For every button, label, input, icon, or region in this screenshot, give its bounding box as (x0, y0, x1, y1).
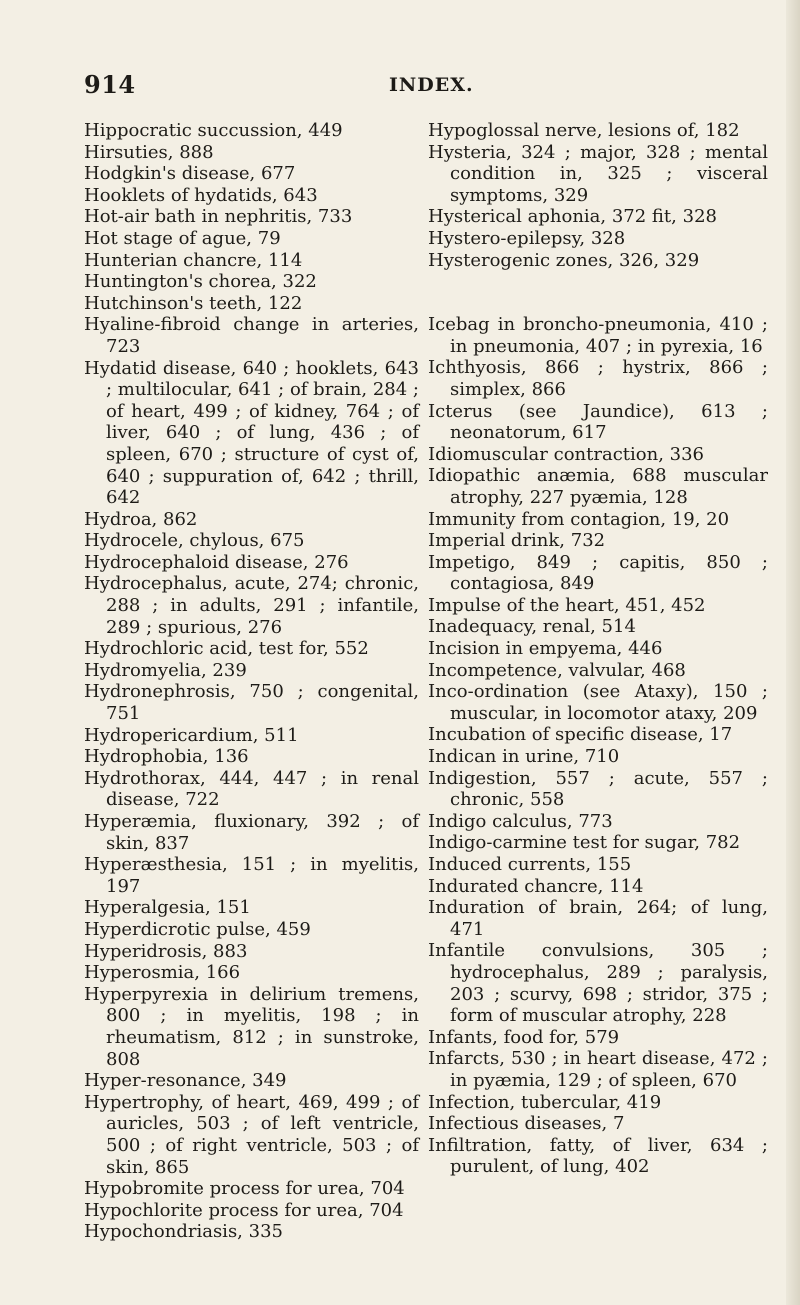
index-entry: Idiomuscular contraction, 336 (428, 443, 704, 465)
index-entry: Indican in urine, 710 (428, 746, 620, 768)
index-entry: Hyperalgesia, 151 (84, 897, 251, 919)
index-entry: Hooklets of hydatids, 643 (84, 184, 318, 206)
index-entry: Hyperæsthesia, 151 ; in myelitis, 197 (84, 854, 419, 897)
index-entry: Induced currents, 155 (428, 854, 632, 875)
index-entry: Hypertrophy, of heart, 469, 499 ; of auricles, 503 ; of left ventricle, 500 ; of right ventricle, 503 ; of skin, 865 (84, 1091, 419, 1178)
index-entry: Hyper-resonance, 349 (84, 1070, 287, 1092)
index-entry: Inco-ordination (see Ataxy), 150 ; muscular, in locomotor ataxy, 209 (428, 681, 768, 724)
index-entry: Icterus (see Jaundice), 613 ; neonatorum, 617 (428, 400, 768, 444)
index-entry: Incision in empyema, 446 (428, 638, 663, 660)
index-entry: Hot stage of ague, 79 (84, 227, 281, 249)
index-entry: Hyperæmia, fluxionary, 392 ; of skin, 837 (84, 811, 419, 854)
index-entry: Hippocratic succussion, 449 (84, 120, 343, 141)
index-entry: Hydromyelia, 239 (84, 659, 247, 681)
page-header (84, 70, 760, 100)
index-entry: Indigo-carmine test for sugar, 782 (428, 832, 741, 854)
index-entry: Hyperdicrotic pulse, 459 (84, 918, 311, 940)
index-entry: Hysterical aphonia, 372 fit, 328 (428, 206, 717, 228)
index-entry: Hydrocephaloid disease, 276 (84, 551, 349, 573)
index-entry: Hydrochloric acid, test for, 552 (84, 638, 369, 660)
index-entry: Hyperosmia, 166 (84, 962, 241, 984)
index-section-h (428, 120, 768, 271)
index-entry: Inadequacy, renal, 514 (428, 616, 636, 638)
index-entry: Hypochondriasis, 335 (84, 1221, 283, 1243)
index-entry: Ichthyosis, 866 ; hystrix, 866 ; simplex, 866 (428, 357, 768, 400)
index-entry: Infants, food for, 579 (428, 1026, 620, 1048)
index-entry: Hunterian chancre, 114 (84, 249, 303, 271)
index-entry: Hot-air bath in nephritis, 733 (84, 206, 353, 228)
index-entry: Infarcts, 530 ; in heart disease, 472 ; in pyæmia, 129 ; of spleen, 670 (428, 1048, 768, 1091)
index-entry: Hypochlorite process for urea, 704 (84, 1199, 404, 1221)
index-entry: Indurated chancre, 114 (428, 875, 644, 897)
index-entry: Icebag in broncho-pneumonia, 410 ; in pneumonia, 407 ; in pyrexia, 16 (428, 314, 768, 357)
index-section-i (428, 314, 768, 1178)
index-entry: Infection, tubercular, 419 (428, 1091, 662, 1113)
index-entry: Hydrothorax, 444, 447 ; in renal disease, 722 (84, 767, 419, 811)
index-entry: Infectious diseases, 7 (428, 1113, 625, 1135)
index-entry: Imperial drink, 732 (428, 530, 606, 552)
index-entry: Hysterogenic zones, 326, 329 (428, 249, 700, 271)
index-entry: Indigestion, 557 ; acute, 557 ; chronic, 558 (428, 767, 768, 811)
index-column-right (428, 120, 768, 1178)
index-entry: Hirsuties, 888 (84, 141, 214, 163)
index-entry: Hyperidrosis, 883 (84, 940, 248, 962)
index-entry: Idiopathic anæmia, 688 muscular atrophy, 227 pyæmia, 128 (428, 465, 768, 508)
page-edge (786, 0, 800, 1305)
index-entry: Incompetence, valvular, 468 (428, 659, 686, 681)
index-entry: Hydatid disease, 640 ; hooklets, 643 ; multilocular, 641 ; of brain, 284 ; of heart, 499 ; of kidney, 764 ; of liver, 640 ; of lung, 436 ; of spleen, 670 ; structure of cyst of, 640 ; suppuration of, 642 ; thrill, 642 (84, 357, 419, 509)
index-entry: Hysteria, 324 ; major, 328 ; mental condition in, 325 ; visceral symptoms, 329 (428, 141, 768, 206)
index-entry: Impetigo, 849 ; capitis, 850 ; contagiosa, 849 (428, 551, 768, 595)
index-entry: Hydrocephalus, acute, 274; chronic, 288 ; in adults, 291 ; infantile, 289 ; spurious, 276 (84, 573, 419, 638)
index-column-left (84, 120, 419, 1243)
index-entry: Hydropericardium, 511 (84, 724, 299, 746)
index-entry: Hydronephrosis, 750 ; congenital, 751 (84, 681, 419, 725)
index-entry: Hydroa, 862 (84, 508, 198, 530)
index-entry: Hydrophobia, 136 (84, 746, 249, 768)
index-entry: Impulse of the heart, 451, 452 (428, 594, 706, 616)
index-entry: Hyaline-fibroid change in arteries, 723 (84, 314, 419, 357)
section-gap (428, 271, 768, 314)
index-entry: Indigo calculus, 773 (428, 810, 613, 832)
running-head: INDEX. (389, 74, 474, 96)
index-entry: Hydrocele, chylous, 675 (84, 530, 305, 552)
index-entry: Immunity from contagion, 19, 20 (428, 508, 730, 530)
index-entry: Hypoglossal nerve, lesions of, 182 (428, 120, 740, 141)
page-number: 914 (84, 70, 136, 99)
index-entry: Incubation of specific disease, 17 (428, 724, 733, 746)
index-entry: Hodgkin's disease, 677 (84, 163, 296, 185)
index-entry: Hypobromite process for urea, 704 (84, 1178, 405, 1200)
index-entry: Huntington's chorea, 322 (84, 271, 317, 293)
index-entry: Hyperpyrexia in delirium tremens, 800 ; in myelitis, 198 ; in rheumatism, 812 ; in sunstroke, 808 (84, 983, 419, 1070)
index-entry: Induration of brain, 264; of lung, 471 (428, 897, 768, 940)
index-entry: Hystero-epilepsy, 328 (428, 227, 626, 249)
index-entry: Hutchinson's teeth, 122 (84, 292, 303, 314)
index-entry: Infantile convulsions, 305 ; hydrocephalus, 289 ; paralysis, 203 ; scurvy, 698 ; stridor, 375 ; form of muscular atrophy, 228 (428, 940, 768, 1027)
index-entry: Infiltration, fatty, of liver, 634 ; purulent, of lung, 402 (428, 1134, 768, 1178)
